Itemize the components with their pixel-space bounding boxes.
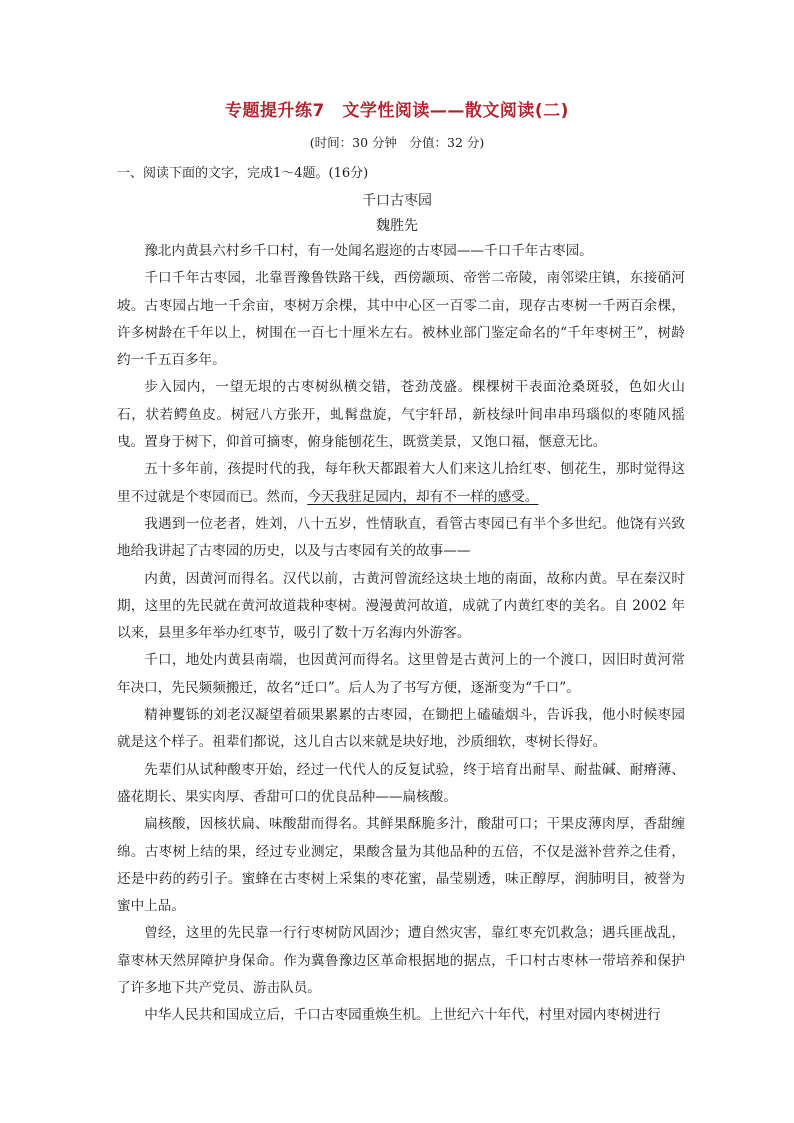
paragraph: 曾经，这里的先民靠一行行枣树防风固沙；遭自然灾害，靠红枣充饥救急；遇兵匪战乱，靠枣林天然屏障护身保命。作为冀鲁豫边区革命根据地的据点，千口村古枣林一带培养和保护了许多地下共产党员、游击队员。: [117, 925, 685, 997]
paragraph: 精神矍铄的刘老汉凝望着硕果累累的古枣园，在锄把上磕磕烟斗，告诉我，他小时候枣园就是这个样子。祖辈们都说，这儿自古以来就是块好地，沙质细软，枣树长得好。: [117, 707, 685, 751]
paragraph: 千口千年古枣园，北靠晋豫鲁铁路干线，西傍颛顼、帝喾二帝陵，南邻梁庄镇，东接硝河坡。古枣园占地一千余亩，枣树万余棵，其中中心区一百零二亩，现存古枣树一千两百余棵，许多树龄在千年以上，树围在一百七十厘米左右。被林业部门鉴定命名的“千年枣树王”，树龄约一千五百多年。: [117, 270, 685, 369]
paragraph: 扁核酸，因核状扁、味酸甜而得名。其鲜果酥脆多汁，酸甜可口；干果皮薄肉厚，香甜缠绵。古枣树上结的果，经过专业测定，果酸含量为其他品种的五倍，不仅是滋补营养之佳肴，还是中药的药引子。蜜蜂在古枣树上采集的枣花蜜，晶莹剔透，味正醇厚，润肺明目，被誉为蜜中上品。: [117, 816, 685, 915]
paragraph: 中华人民共和国成立后，千口古枣园重焕生机。上世纪六十年代，村里对园内枣树进行: [144, 1007, 661, 1024]
exam-meta: (时间：30 分钟 分值：32 分): [309, 135, 485, 150]
paragraph: 豫北内黄县六村乡千口村，有一处闻名遐迩的古枣园——千口千年古枣园。: [144, 243, 593, 259]
page-title: 专题提升练7 文学性阅读——散文阅读(二): [225, 101, 569, 121]
essay-author: 魏胜先: [376, 218, 418, 234]
section-instruction: 一、阅读下面的文字，完成1～4题。(16分): [117, 166, 369, 181]
paragraph-text: 五十多年前，孩提时代的我，每年秋天都跟着大人们来这儿拾红枣、刨花生，那时觉得这里不过就是个枣园而已。然而，: [117, 461, 685, 505]
paragraph: 先辈们从试种酸枣开始，经过一代代人的反复试验，终于培育出耐旱、耐盐碱、耐瘠薄、盛花期长、果实肉厚、香甜可口的优良品种——扁核酸。: [117, 761, 685, 805]
underlined-sentence: 今天我驻足园内，却有不一样的感受。: [307, 488, 539, 505]
essay-body: [117, 238, 685, 1030]
paragraph: 我遇到一位老者，姓刘，八十五岁，性情耿直，看管古枣园已有半个多世纪。他饶有兴致地给我讲起了古枣园的历史，以及与古枣园有关的故事——: [117, 515, 685, 560]
essay-title: 千口古枣园: [362, 193, 432, 209]
paragraph: 千口，地处内黄县南端，也因黄河而得名。这里曾是古黄河上的一个渡口，因旧时黄河常年决口，先民频频搬迁，故名“迁口”。后人为了书写方便，逐渐变为“千口”。: [117, 652, 685, 696]
paragraph: 内黄，因黄河而得名。汉代以前，古黄河曾流经这块土地的南面，故称内黄。早在秦汉时期，这里的先民就在黄河故道栽种枣树。漫漫黄河故道，成就了内黄红枣的美名。自 2002 年以来，县里多年举办红枣节，吸引了数十万名海内外游客。: [117, 570, 685, 642]
paragraph: [117, 456, 685, 511]
paragraph: 步入园内，一望无垠的古枣树纵横交错，苍劲茂盛。棵棵树干表面沧桑斑驳，色如火山石，状若鳄鱼皮。树冠八方张开，虬髯盘旋，气宇轩昂，新枝绿叶间串串玛瑙似的枣随风摇曳。置身于树下，仰首可摘枣，俯身能刨花生，既赏美景，又饱口福，惬意无比。: [117, 379, 685, 451]
